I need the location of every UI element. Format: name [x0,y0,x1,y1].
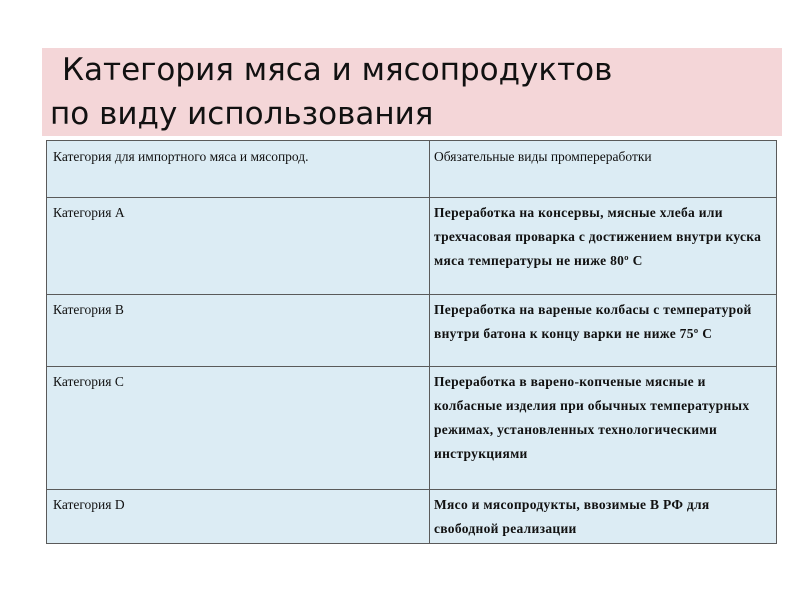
table-row [47,198,777,295]
slide-title-line-1: Категория мяса и мясопродуктов [62,52,613,88]
processing-cell: Переработка в варено-копченые мясные и колбасные изделия при обычных температурных режимах, установленных технологическими инструкциями [430,367,777,490]
header-cell-processing: Обязательные виды промпереработки [430,141,777,198]
processing-cell: Переработка на консервы, мясные хлеба или трехчасовая проварка с достижением внутри куска мяса температуры не ниже 80º С [430,198,777,295]
table-row [47,367,777,490]
slide-title-line-2: по виду использования [50,96,434,132]
category-cell: Категория С [47,367,430,490]
table-row [47,295,777,367]
category-cell: Категория D [47,490,430,544]
header-cell-category: Категория для импортного мяса и мясопрод. [47,141,430,198]
category-cell: Категория В [47,295,430,367]
table-row [47,490,777,544]
category-cell: Категория А [47,198,430,295]
meat-category-table [46,140,777,544]
slide-title [50,48,780,136]
table-header-row [47,141,777,198]
processing-cell: Мясо и мясопродукты, ввозимые В РФ для свободной реализации [430,490,777,544]
processing-cell: Переработка на вареные колбасы с температурой внутри батона к концу варки не ниже 75º С [430,295,777,367]
